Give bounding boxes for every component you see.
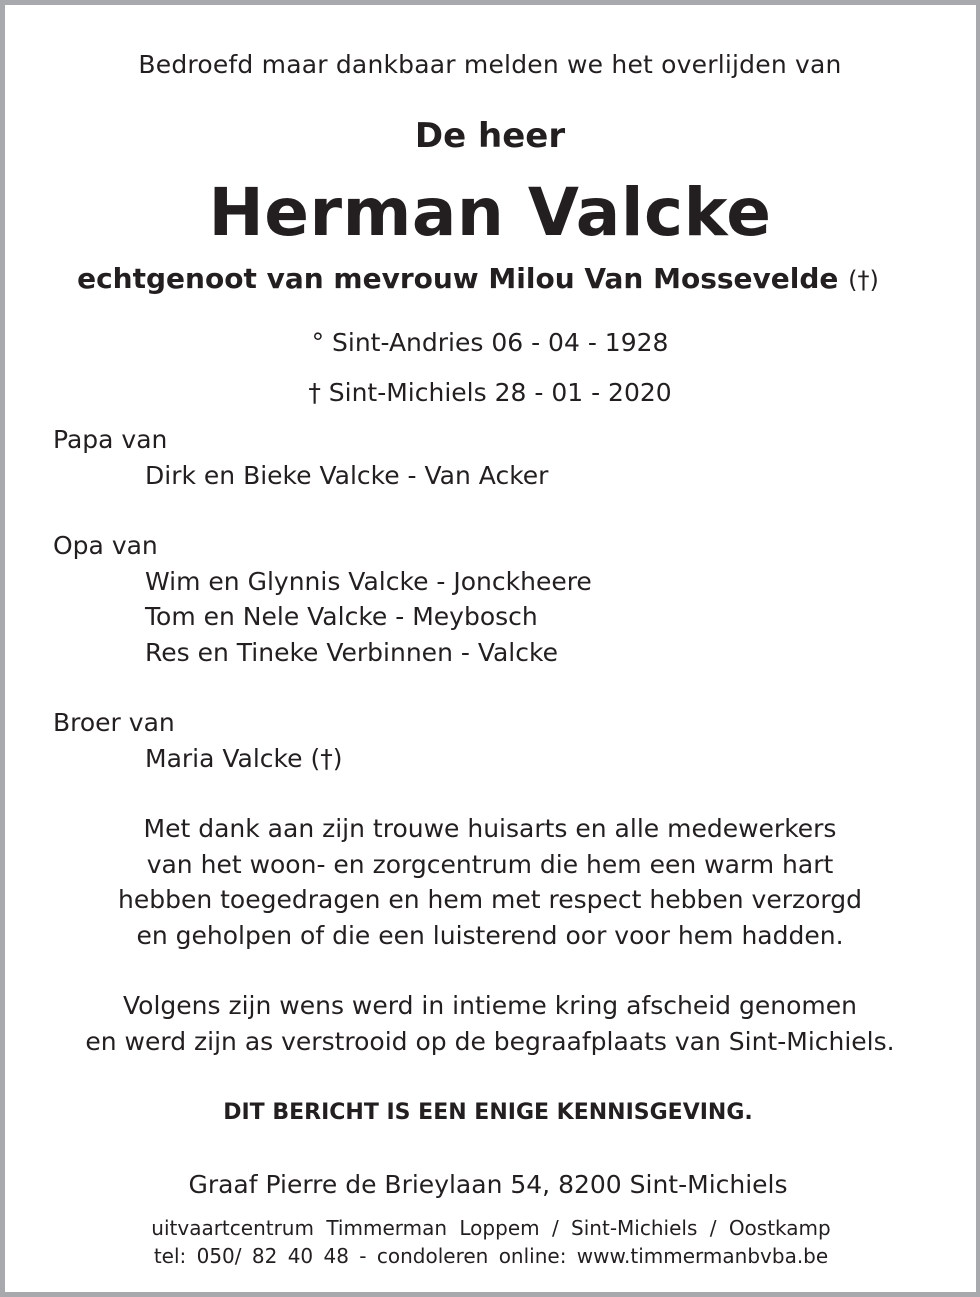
deceased-name: Herman Valcke xyxy=(208,174,772,251)
thanks-line: en geholpen of die een luisterend oor voor hem hadden. xyxy=(136,921,844,950)
spouse-line xyxy=(0,262,956,295)
relation-person: Tom en Nele Valcke - Meybosch xyxy=(145,602,538,631)
spouse-text: echtgenoot van mevrouw Milou Van Mossevelde xyxy=(77,262,839,295)
relation-heading-opa: Opa van xyxy=(53,531,158,560)
notice-text: DIT BERICHT IS EEN ENIGE KENNISGEVING. xyxy=(223,1100,753,1125)
deceased-mark: (†) xyxy=(848,266,879,294)
death-line: † Sint-Michiels 28 - 01 - 2020 xyxy=(308,378,672,407)
birth-line: ° Sint-Andries 06 - 04 - 1928 xyxy=(311,328,669,357)
funeral-home-line: uitvaartcentrum Timmerman Loppem / Sint-Michiels / Oostkamp xyxy=(151,1216,831,1240)
farewell-line: en werd zijn as verstrooid op de begraafplaats van Sint-Michiels. xyxy=(85,1027,895,1056)
thanks-line: Met dank aan zijn trouwe huisarts en alle medewerkers xyxy=(143,814,837,843)
relation-person: Wim en Glynnis Valcke - Jonckheere xyxy=(145,567,592,596)
relation-heading-broer: Broer van xyxy=(53,708,175,737)
farewell-line: Volgens zijn wens werd in intieme kring afscheid genomen xyxy=(123,991,857,1020)
relation-person: Dirk en Bieke Valcke - Van Acker xyxy=(145,461,549,490)
relation-person: Res en Tineke Verbinnen - Valcke xyxy=(145,638,558,667)
address-text: Graaf Pierre de Brieylaan 54, 8200 Sint-Michiels xyxy=(188,1170,788,1199)
thanks-line: hebben toegedragen en hem met respect hebben verzorgd xyxy=(117,885,863,914)
honorific: De heer xyxy=(414,116,566,156)
thanks-line: van het woon- en zorgcentrum die hem een warm hart xyxy=(146,850,834,879)
contact-line: tel: 050/ 82 40 48 - condoleren online: www.timmermanbvba.be xyxy=(153,1244,829,1268)
intro-text: Bedroefd maar dankbaar melden we het overlijden van xyxy=(138,50,842,79)
relation-heading-papa: Papa van xyxy=(53,425,168,454)
relation-person: Maria Valcke (†) xyxy=(145,744,343,773)
